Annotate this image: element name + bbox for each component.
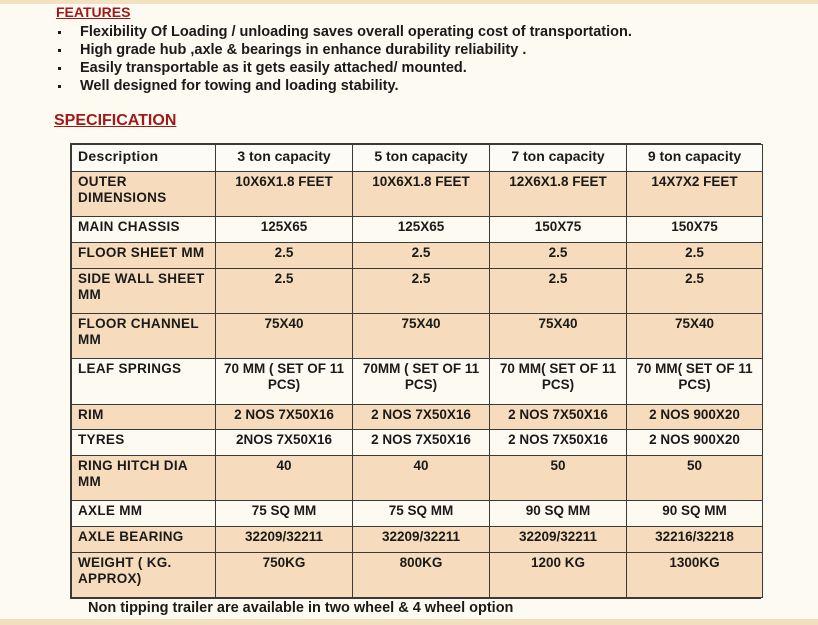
row-value-cell: 150X75 bbox=[627, 217, 763, 243]
header-capacity: 3 ton capacity bbox=[216, 145, 353, 172]
row-value-cell: 2.5 bbox=[216, 268, 353, 313]
row-value-cell: 2NOS 7X50X16 bbox=[216, 430, 353, 456]
row-value-cell: 10X6X1.8 FEET bbox=[216, 171, 353, 216]
table-row bbox=[72, 171, 763, 216]
row-value-cell: 2.5 bbox=[490, 268, 627, 313]
row-value-cell: 32209/32211 bbox=[216, 526, 353, 552]
row-value-cell: 90 SQ MM bbox=[627, 501, 763, 527]
row-value-cell: 70 MM( SET OF 11 PCS) bbox=[490, 359, 627, 404]
header-description: Description bbox=[72, 145, 216, 172]
row-value-cell: 75X40 bbox=[216, 313, 353, 358]
row-description-cell: RIM bbox=[72, 404, 216, 430]
table-row bbox=[72, 501, 763, 527]
table-row bbox=[72, 217, 763, 243]
row-description-cell: LEAF SPRINGS bbox=[72, 359, 216, 404]
row-description-cell: WEIGHT ( KG. APPROX) bbox=[72, 552, 216, 597]
table-row bbox=[72, 313, 763, 358]
row-value-cell: 150X75 bbox=[490, 217, 627, 243]
row-value-cell: 2.5 bbox=[353, 242, 490, 268]
row-value-cell: 2.5 bbox=[627, 268, 763, 313]
table-row bbox=[72, 430, 763, 456]
row-value-cell: 90 SQ MM bbox=[490, 501, 627, 527]
table-row bbox=[72, 268, 763, 313]
row-value-cell: 70 MM( SET OF 11 PCS) bbox=[627, 359, 763, 404]
table-header-row bbox=[72, 145, 763, 172]
table-row bbox=[72, 242, 763, 268]
row-value-cell: 10X6X1.8 FEET bbox=[353, 171, 490, 216]
row-value-cell: 75X40 bbox=[353, 313, 490, 358]
row-value-cell: 2.5 bbox=[627, 242, 763, 268]
bottom-band bbox=[0, 619, 818, 625]
table-row bbox=[72, 455, 763, 500]
row-value-cell: 2.5 bbox=[216, 242, 353, 268]
header-capacity: 9 ton capacity bbox=[627, 145, 763, 172]
row-description-cell: FLOOR CHANNEL MM bbox=[72, 313, 216, 358]
specification-heading: SPECIFICATION bbox=[54, 112, 177, 129]
header-capacity: 5 ton capacity bbox=[353, 145, 490, 172]
row-description-cell: SIDE WALL SHEET MM bbox=[72, 268, 216, 313]
row-description-cell: MAIN CHASSIS bbox=[72, 217, 216, 243]
table-row bbox=[72, 526, 763, 552]
row-value-cell: 14X7X2 FEET bbox=[627, 171, 763, 216]
feature-item: High grade hub ,axle & bearings in enhance durability reliability . bbox=[56, 41, 632, 59]
footer-note: Non tipping trailer are available in two wheel & 4 wheel option bbox=[88, 600, 514, 616]
row-value-cell: 32216/32218 bbox=[627, 526, 763, 552]
row-value-cell: 32209/32211 bbox=[353, 526, 490, 552]
row-value-cell: 75 SQ MM bbox=[216, 501, 353, 527]
row-value-cell: 2 NOS 7X50X16 bbox=[490, 404, 627, 430]
row-description-cell: AXLE MM bbox=[72, 501, 216, 527]
row-value-cell: 75X40 bbox=[627, 313, 763, 358]
row-value-cell: 75X40 bbox=[490, 313, 627, 358]
row-value-cell: 70MM ( SET OF 11 PCS) bbox=[353, 359, 490, 404]
row-value-cell: 2 NOS 7X50X16 bbox=[353, 430, 490, 456]
specification-table bbox=[71, 144, 763, 598]
row-value-cell: 750KG bbox=[216, 552, 353, 597]
feature-item: Easily transportable as it gets easily attached/ mounted. bbox=[56, 59, 632, 77]
row-value-cell: 75 SQ MM bbox=[353, 501, 490, 527]
feature-item: Flexibility Of Loading / unloading saves overall operating cost of transportation. bbox=[56, 23, 632, 41]
row-value-cell: 2 NOS 7X50X16 bbox=[216, 404, 353, 430]
row-value-cell: 2.5 bbox=[353, 268, 490, 313]
features-heading: FEATURES bbox=[56, 4, 131, 20]
row-value-cell: 2 NOS 900X20 bbox=[627, 430, 763, 456]
row-description-cell: RING HITCH DIA MM bbox=[72, 455, 216, 500]
row-value-cell: 1200 KG bbox=[490, 552, 627, 597]
row-description-cell: OUTER DIMENSIONS bbox=[72, 171, 216, 216]
row-value-cell: 2 NOS 7X50X16 bbox=[490, 430, 627, 456]
row-value-cell: 2 NOS 900X20 bbox=[627, 404, 763, 430]
row-description-cell: FLOOR SHEET MM bbox=[72, 242, 216, 268]
specification-table-wrapper bbox=[70, 143, 761, 599]
row-value-cell: 800KG bbox=[353, 552, 490, 597]
table-row bbox=[72, 552, 763, 597]
row-value-cell: 125X65 bbox=[216, 217, 353, 243]
row-value-cell: 32209/32211 bbox=[490, 526, 627, 552]
table-row bbox=[72, 359, 763, 404]
table-row bbox=[72, 404, 763, 430]
feature-item: Well designed for towing and loading stability. bbox=[56, 77, 632, 95]
row-value-cell: 40 bbox=[353, 455, 490, 500]
row-value-cell: 70 MM ( SET OF 11 PCS) bbox=[216, 359, 353, 404]
row-value-cell: 1300KG bbox=[627, 552, 763, 597]
row-value-cell: 12X6X1.8 FEET bbox=[490, 171, 627, 216]
row-value-cell: 125X65 bbox=[353, 217, 490, 243]
header-capacity: 7 ton capacity bbox=[490, 145, 627, 172]
row-value-cell: 40 bbox=[216, 455, 353, 500]
features-list bbox=[56, 23, 632, 95]
row-value-cell: 2 NOS 7X50X16 bbox=[353, 404, 490, 430]
row-value-cell: 2.5 bbox=[490, 242, 627, 268]
row-value-cell: 50 bbox=[490, 455, 627, 500]
row-value-cell: 50 bbox=[627, 455, 763, 500]
row-description-cell: AXLE BEARING bbox=[72, 526, 216, 552]
row-description-cell: TYRES bbox=[72, 430, 216, 456]
